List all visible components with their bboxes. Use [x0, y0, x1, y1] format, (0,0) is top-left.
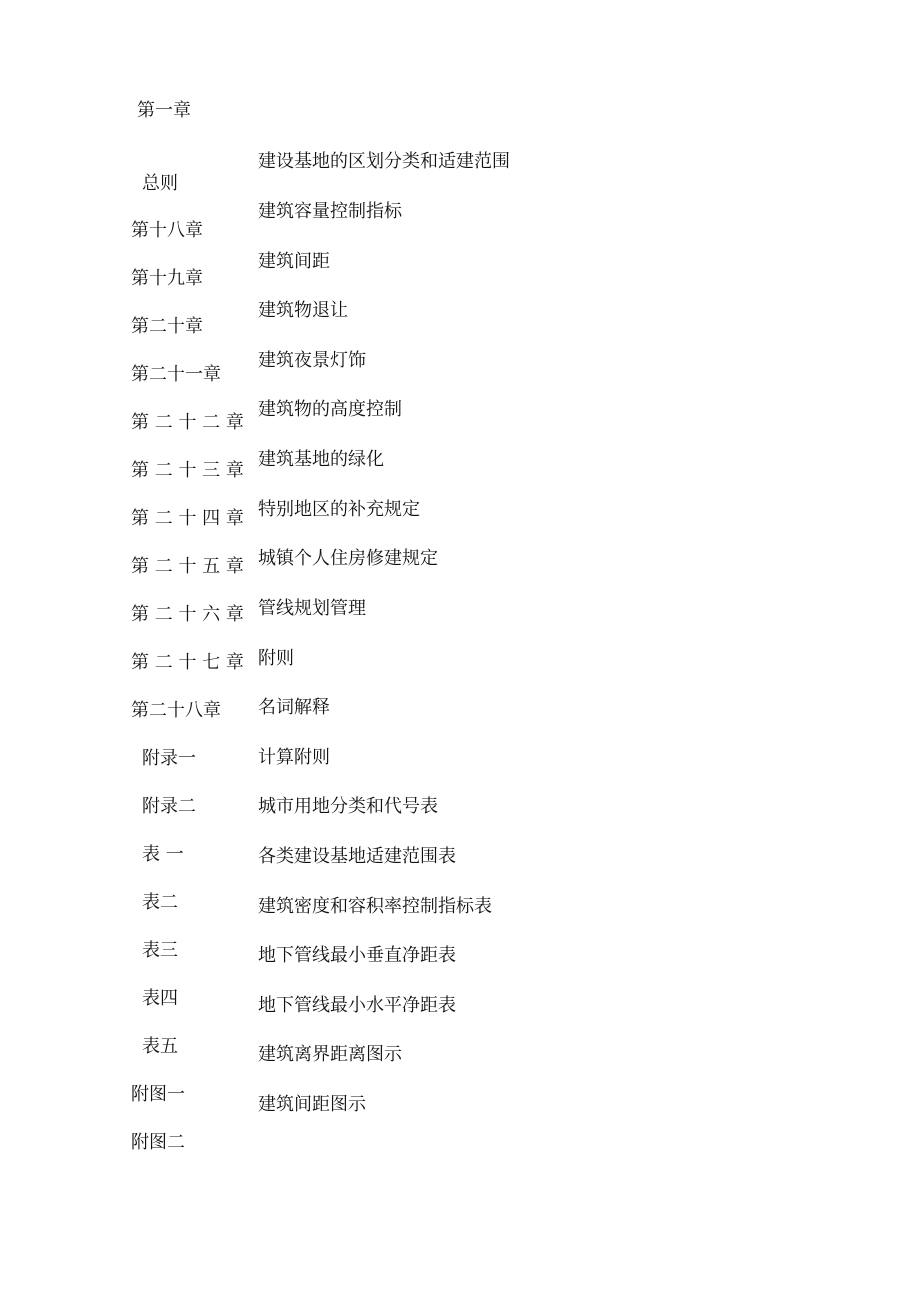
- left-label-chapter-25: 第 二 十 五 章: [131, 556, 244, 577]
- right-title-land-use-codes: 城市用地分类和代号表: [258, 796, 438, 817]
- right-title-glossary: 名词解释: [258, 697, 330, 718]
- left-label-chapter-26: 第 二 十 六 章: [131, 604, 244, 625]
- right-title-spacing-diagram: 建筑间距图示: [258, 1094, 366, 1115]
- right-title-horizontal-clearance-table: 地下管线最小水平净距表: [258, 995, 456, 1016]
- right-title-building-spacing: 建筑间距: [258, 251, 330, 272]
- right-title-boundary-distance-diagram: 建筑离界距离图示: [258, 1044, 402, 1065]
- left-label-general-provisions: 总则: [142, 173, 178, 194]
- right-title-night-lighting: 建筑夜景灯饰: [258, 350, 366, 371]
- left-label-chapter-18: 第十八章: [131, 220, 203, 241]
- right-title-supplementary-provisions: 附则: [258, 648, 294, 669]
- left-label-chapter-23: 第 二 十 三 章: [131, 460, 244, 481]
- right-title-density-ratio-table: 建筑密度和容积率控制指标表: [258, 896, 492, 917]
- left-label-chapter-22: 第 二 十 二 章: [131, 412, 244, 433]
- left-label-table-2: 表二: [142, 892, 178, 913]
- left-label-chapter-27: 第 二 十 七 章: [131, 652, 244, 673]
- right-title-zoning-classification: 建设基地的区划分类和适建范围: [258, 151, 510, 172]
- left-label-chapter-20: 第二十章: [131, 316, 203, 337]
- left-label-table-3: 表三: [142, 940, 178, 961]
- right-title-height-control: 建筑物的高度控制: [258, 399, 402, 420]
- right-title-calculation-rules: 计算附则: [258, 747, 330, 768]
- left-label-chapter-28: 第二十八章: [131, 700, 221, 721]
- right-title-capacity-indicators: 建筑容量控制指标: [258, 201, 402, 222]
- left-label-figure-2: 附图二: [131, 1132, 185, 1153]
- left-label-chapter-21: 第二十一章: [131, 364, 221, 385]
- right-title-building-setback: 建筑物退让: [258, 300, 348, 321]
- right-title-site-greening: 建筑基地的绿化: [258, 449, 384, 470]
- left-label-chapter-1: 第一章: [137, 100, 191, 121]
- left-label-table-5: 表五: [142, 1036, 178, 1057]
- left-label-chapter-19: 第十九章: [131, 268, 203, 289]
- right-title-private-housing: 城镇个人住房修建规定: [258, 548, 438, 569]
- left-label-appendix-2: 附录二: [142, 796, 196, 817]
- right-title-vertical-clearance-table: 地下管线最小垂直净距表: [258, 945, 456, 966]
- right-title-construction-scope-table: 各类建设基地适建范围表: [258, 846, 456, 867]
- left-label-table-4: 表四: [142, 988, 178, 1009]
- left-label-table-1: 表 一: [142, 844, 184, 865]
- left-label-figure-1: 附图一: [131, 1084, 185, 1105]
- left-label-chapter-24: 第 二 十 四 章: [131, 508, 244, 529]
- right-title-pipeline-management: 管线规划管理: [258, 598, 366, 619]
- left-label-appendix-1: 附录一: [142, 748, 196, 769]
- right-title-special-areas: 特别地区的补充规定: [258, 499, 420, 520]
